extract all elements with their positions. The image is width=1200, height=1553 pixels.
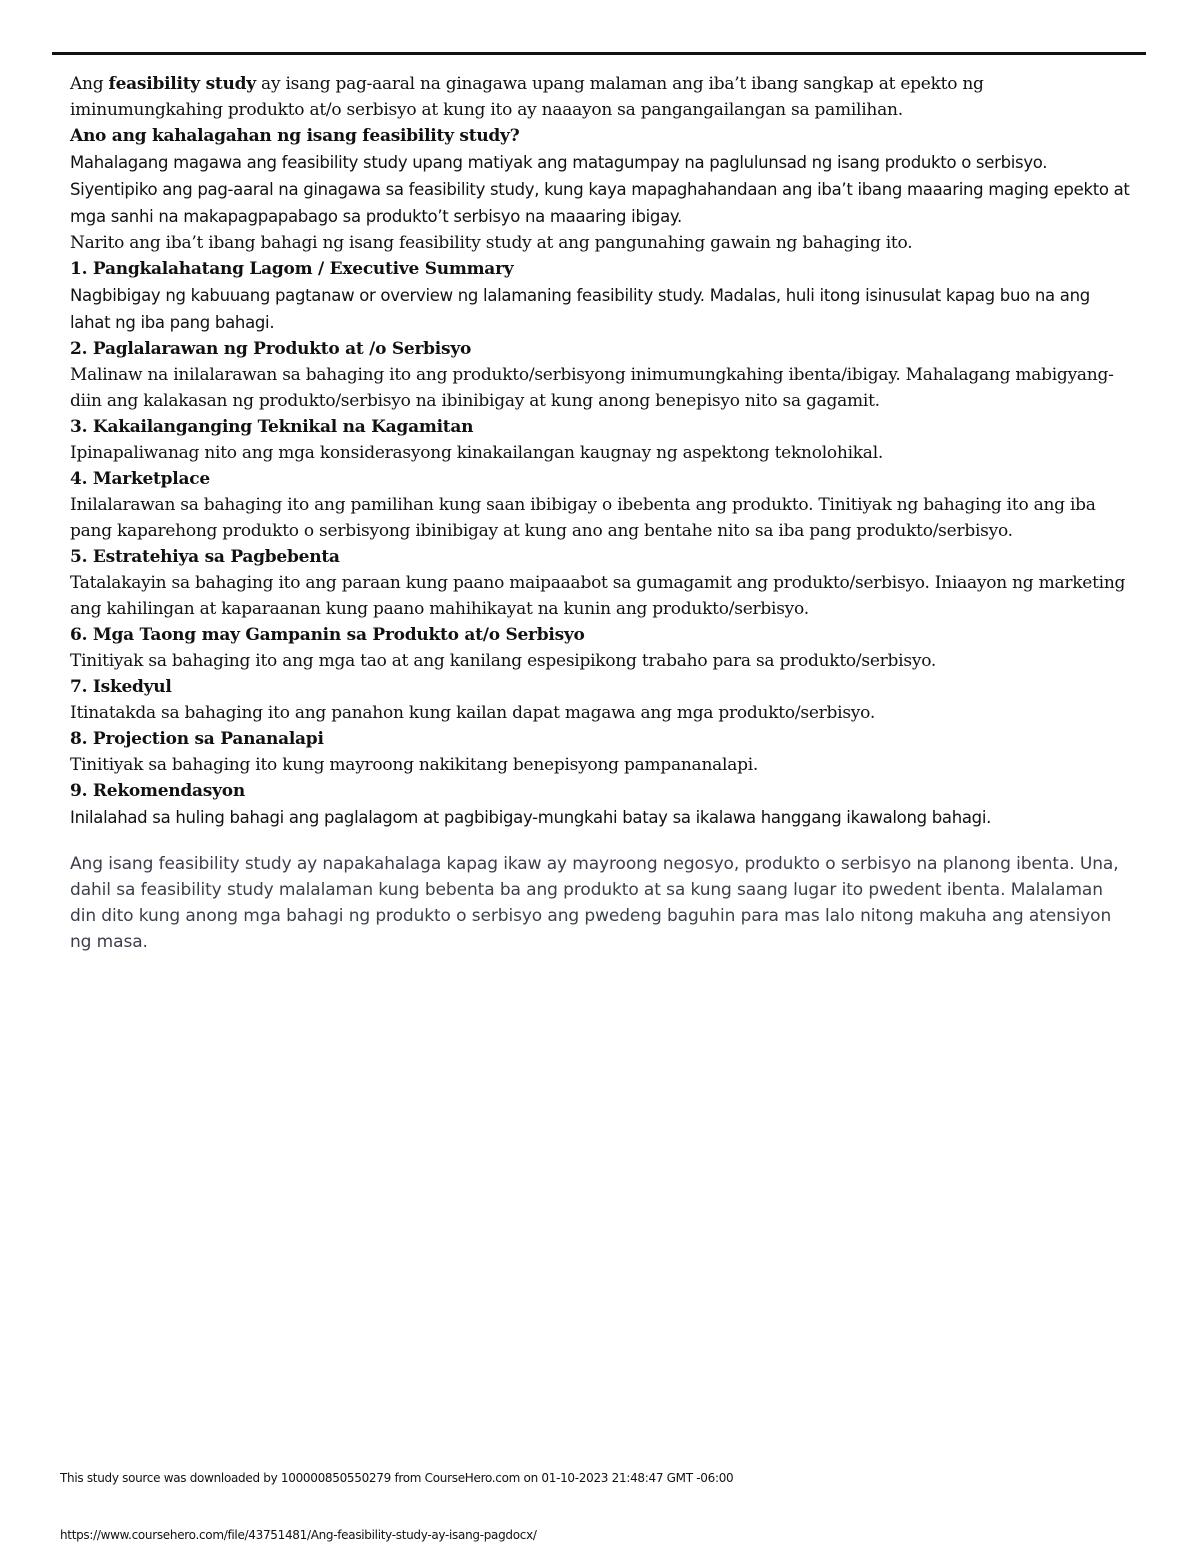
section-body: Tatalakayin sa bahaging ito ang paraan kung paano maipaaabot sa gumagamit ang produkto/serbisyo. Iniaayon ng marketing ang kahilingan at kaparaanan kung paano mahihikayat na kunin ang produkto/serbisyo. <box>70 573 1126 619</box>
document-body <box>70 71 1130 955</box>
section-body: Inilalarawan sa bahaging ito ang pamilihan kung saan ibibigay o ibebenta ang produkto. Tinitiyak ng bahaging ito ang iba pang kaparehong produkto o serbisyong ibinibigay at kung ano ang bentahe nito sa iba pang produkto/serbisyo. <box>70 495 1096 541</box>
section-body: Tinitiyak sa bahaging ito ang mga tao at ang kanilang espesipikong trabaho para sa produkto/serbisyo. <box>70 651 937 671</box>
footer-url-link[interactable]: https://www.coursehero.com/file/43751481/Ang-feasibility-study-ay-isang-pagdocx/ <box>60 1528 537 1542</box>
intro-lead: Ang <box>70 74 109 94</box>
top-rule <box>52 52 1146 55</box>
section-body: Ipinapaliwanag nito ang mga konsiderasyong kinakailangan kaugnay ng aspektong teknolohikal. <box>70 443 884 463</box>
section-body: Itinatakda sa bahaging ito ang panahon kung kailan dapat magawa ang mga produkto/serbisyo. <box>70 703 875 723</box>
section-body: Malinaw na inilalarawan sa bahaging ito ang produkto/serbisyong inimumungkahing ibenta/ibigay. Mahalagang mabigyang-diin ang kalakasan ng produkto/serbisyo na ibinibigay at kung anong benepisyo nito sa gagamit. <box>70 365 1114 411</box>
closing-paragraph: Ang isang feasibility study ay napakahalaga kapag ikaw ay mayroong negosyo, produkto o serbisyo na planong ibenta. Una, dahil sa feasibility study malalaman kung bebenta ba ang produkto at sa kung saang lugar ito pwedent ibenta. Malalaman din dito kung anong mga bahagi ng produkto o serbisyo ang pwedeng baguhin para mas lalo nitong makuha ang atensiyon ng masa. <box>70 854 1119 952</box>
section-title: 2. Paglalarawan ng Produkto at /o Serbisyo <box>70 339 472 359</box>
section-title: 9. Rekomendasyon <box>70 781 245 801</box>
section-body: Inilalahad sa huling bahagi ang paglalagom at pagbibigay-mungkahi batay sa ikalawa hanggang ikawalong bahagi. <box>70 808 992 827</box>
section-title: 5. Estratehiya sa Pagbebenta <box>70 547 340 567</box>
intro-term: feasibility study <box>108 74 256 94</box>
section-title: 1. Pangkalahatang Lagom / Executive Summary <box>70 259 514 279</box>
section-body: Nagbibigay ng kabuuang pagtanaw or overview ng lalamaning feasibility study. Madalas, huli itong isinusulat kapag buo na ang lahat ng iba pang bahagi. <box>70 286 1090 332</box>
section-body: Tinitiyak sa bahaging ito kung mayroong nakikitang benepisyong pampananalapi. <box>70 755 759 775</box>
section-title: 3. Kakailanganging Teknikal na Kagamitan <box>70 417 474 437</box>
importance-body: Mahalagang magawa ang feasibility study upang matiyak ang matagumpay na paglulunsad ng isang produkto o serbisyo. Siyentipiko ang pag-aaral na ginagawa sa feasibility study, kung kaya mapaghahandaan ang iba’t ibang maaaring maging epekto at mga sanhi na makapagpapabago sa produkto’t serbisyo na maaaring ibigay. <box>70 153 1130 226</box>
intro-paragraph <box>70 71 1130 123</box>
intro-rest: ay isang pag-aaral na ginagawa upang malaman ang iba’t ibang sangkap at epekto ng iminumungkahing produkto at/o serbisyo at kung ito ay naaayon sa pangangailangan sa pamilihan. <box>70 74 984 120</box>
section-title: 8. Projection sa Pananalapi <box>70 729 324 749</box>
section-title: 4. Marketplace <box>70 469 210 489</box>
section-title: 7. Iskedyul <box>70 677 172 697</box>
parts-intro: Narito ang iba’t ibang bahagi ng isang feasibility study at ang pangunahing gawain ng bahaging ito. <box>70 233 913 253</box>
footer-source-note: This study source was downloaded by 100000850550279 from CourseHero.com on 01-10-2023 21:48:47 GMT -06:00 <box>60 1471 734 1485</box>
importance-heading: Ano ang kahalagahan ng isang feasibility study? <box>70 126 520 146</box>
section-title: 6. Mga Taong may Gampanin sa Produkto at/o Serbisyo <box>70 625 585 645</box>
